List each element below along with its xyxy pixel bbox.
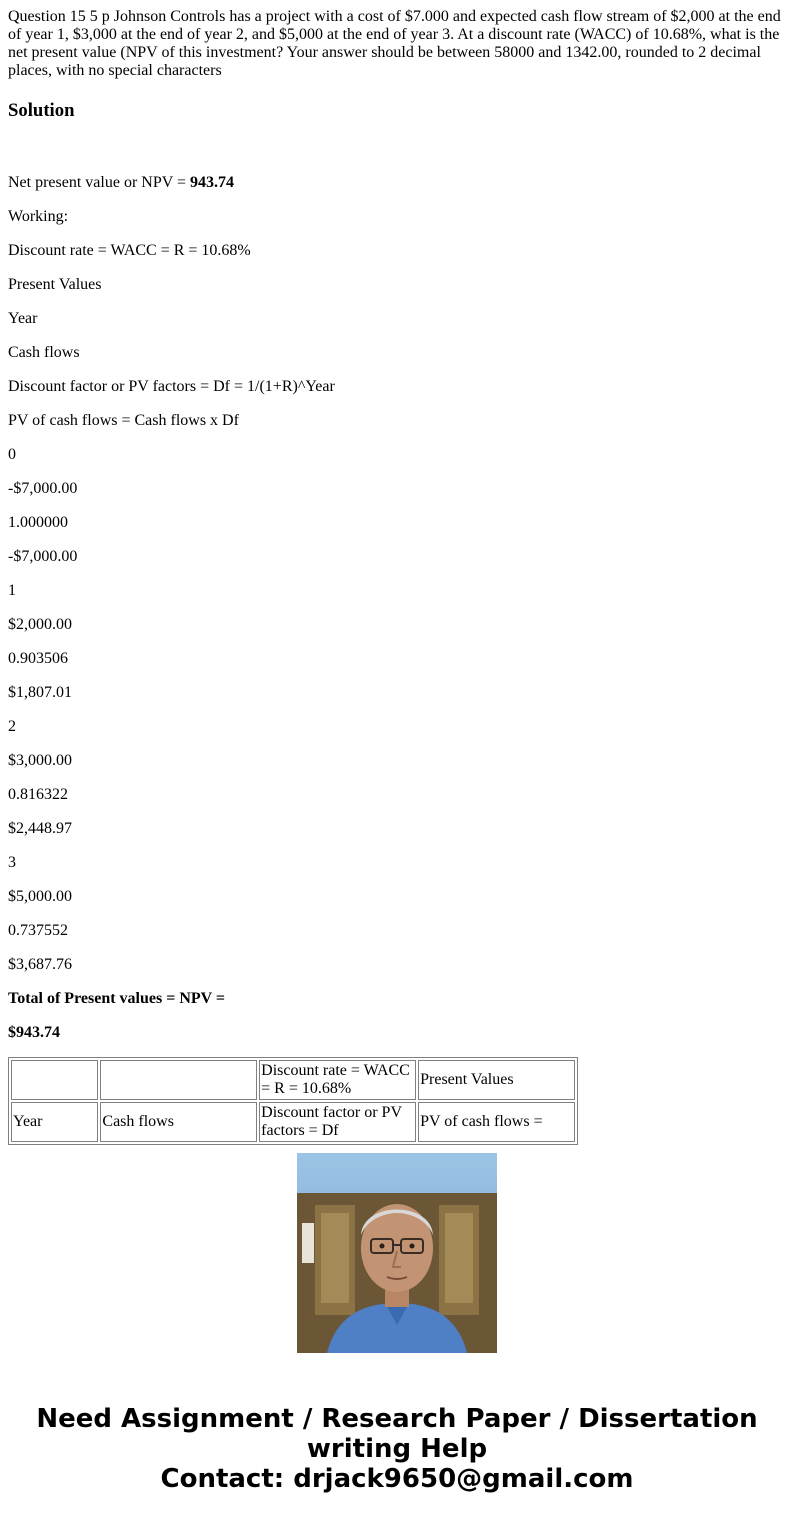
year-header: Year [8, 310, 38, 327]
solution-heading: Solution [8, 100, 75, 121]
row-cash-flow: $2,000.00 [8, 616, 72, 633]
table-cell [11, 1060, 98, 1100]
npv-answer-line [8, 174, 786, 192]
row-present-value: $1,807.01 [8, 684, 72, 701]
row-year: 2 [8, 718, 16, 735]
table-cell [100, 1060, 257, 1100]
promo-line-1: Need Assignment / Research Paper / Dissertation [36, 1404, 758, 1434]
table-cell: Year [11, 1102, 98, 1142]
discount-factor-header: Discount factor or PV factors = Df = 1/(1+R)^Year [8, 378, 335, 395]
promo-contact: Contact: drjack9650@gmail.com [160, 1464, 634, 1494]
row-discount-factor: 0.816322 [8, 786, 68, 803]
document-body [8, 8, 786, 1058]
pv-table [8, 1057, 578, 1145]
discount-rate-line: Discount rate = WACC = R = 10.68% [8, 242, 251, 259]
pv-header: PV of cash flows = Cash flows x Df [8, 412, 239, 429]
total-label-text: Total of Present values = NPV = [8, 990, 226, 1007]
row-present-value: $3,687.76 [8, 956, 72, 973]
row-cash-flow: $3,000.00 [8, 752, 72, 769]
solution-lines [8, 174, 786, 1042]
row-discount-factor: 1.000000 [8, 514, 68, 531]
row-present-value: -$7,000.00 [8, 548, 78, 565]
table-cell: Discount rate = WACC = R = 10.68% [259, 1060, 416, 1100]
row-year: 0 [8, 446, 16, 463]
row-cash-flow: $5,000.00 [8, 888, 72, 905]
table-cell: Discount factor or PV factors = Df [259, 1102, 416, 1142]
total-value [8, 1024, 786, 1042]
working-label: Working: [8, 208, 69, 225]
total-value-text: $943.74 [8, 1024, 60, 1041]
author-photo [297, 1153, 497, 1353]
row-cash-flow: -$7,000.00 [8, 480, 78, 497]
author-photo-image [297, 1153, 497, 1353]
promo-banner [0, 1404, 794, 1494]
promo-line-2: writing Help [306, 1434, 488, 1464]
row-year: 3 [8, 854, 16, 871]
row-discount-factor: 0.903506 [8, 650, 68, 667]
present-values-label: Present Values [8, 276, 102, 293]
row-present-value: $2,448.97 [8, 820, 72, 837]
row-year: 1 [8, 582, 16, 599]
npv-value: 943.74 [190, 174, 235, 191]
table-cell: Cash flows [100, 1102, 257, 1142]
cash-flows-header: Cash flows [8, 344, 80, 361]
table-cell: PV of cash flows = [418, 1102, 575, 1142]
row-discount-factor: 0.737552 [8, 922, 68, 939]
table-row [11, 1102, 575, 1142]
table-row [11, 1060, 575, 1100]
question-text: Question 15 5 p Johnson Controls has a project with a cost of $7.000 and expected cash flow stream of $2,000 at the end of year 1, $3,000 at the end of year 2, and $5,000 at the end of year 3. At a discount rate (WACC) of 10.68%, what is the net present value (NPV of this investment? Your answer should be between 58000 and 1342.00, rounded to 2 decimal places, with no special characters [8, 8, 781, 79]
pv-table-container [8, 1057, 578, 1139]
total-label [8, 990, 786, 1008]
table-cell: Present Values [418, 1060, 575, 1100]
npv-label: Net present value or NPV = [8, 174, 191, 191]
